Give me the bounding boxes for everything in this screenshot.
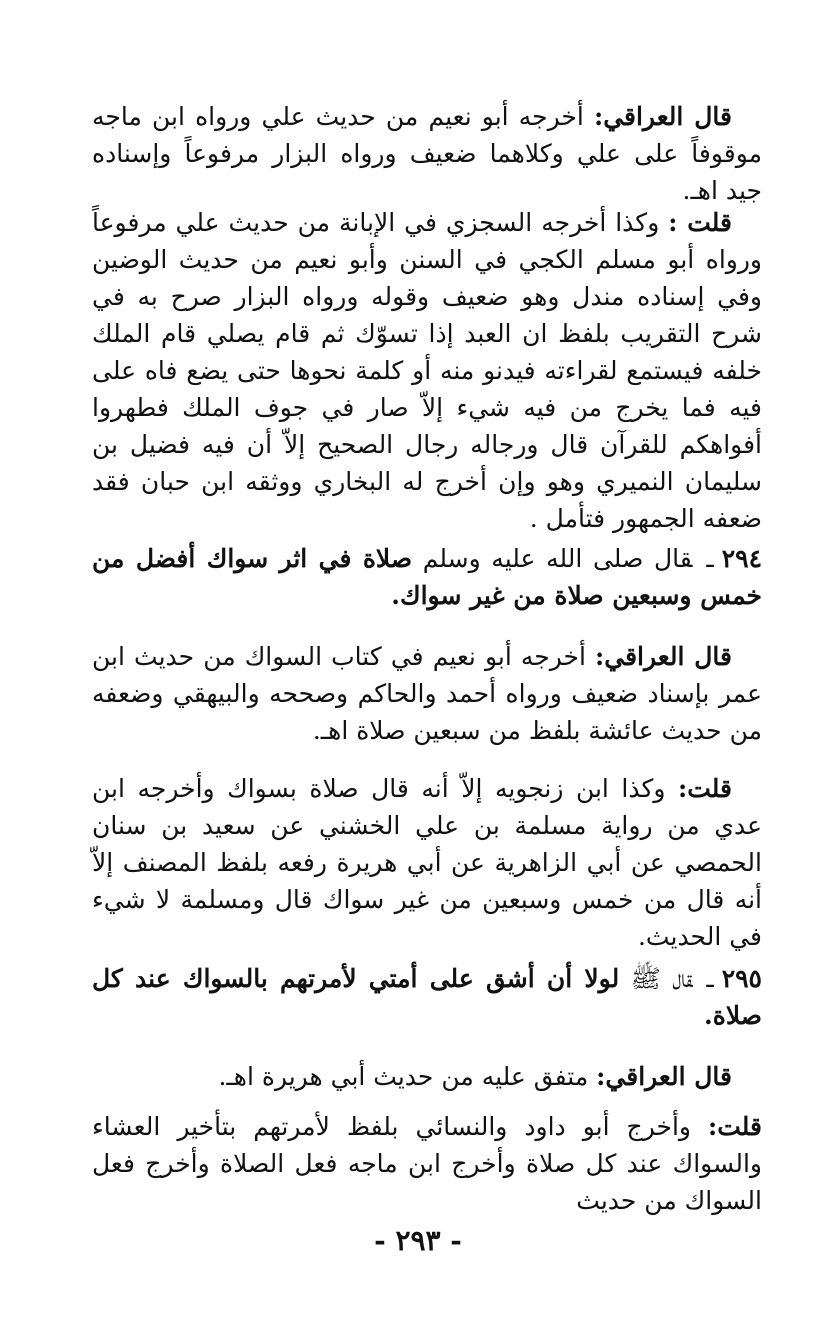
note-label: قال العراقي: bbox=[593, 102, 732, 131]
note-label: قال العراقي: bbox=[596, 1062, 732, 1091]
hadith-294 bbox=[92, 540, 762, 614]
commentary-text: وكذا ابن زنجويه إلاّ أنه قال صلاة بسواك وأخرجه ابن عدي من رواية مسلمة بن علي الخشني عن سعيد بن سنان الحمصي عن أبي الزاهرية عن أبي هريرة رفعه بلفظ المصنف إلاّ أنه قال من خمس وسبعين من غير سواك قال ومسلمة لا شيء في الحديث. bbox=[92, 774, 762, 951]
iraqi-note-3 bbox=[92, 1058, 762, 1095]
hadith-text: لولا أن أشق على أمتي لأمرتهم بالسواك عند كل صلاة. bbox=[92, 964, 762, 1030]
hadith-295 bbox=[92, 960, 762, 1034]
commentary-text: وكذا أخرجه السجزي في الإبانة من حديث علي مرفوعاً ورواه أبو مسلم الكجي في السنن وأبو نعيم من حديث الوضين وفي إسناده مندل وهو ضعيف وقوله ورواه البزار صرح به في شرح التقريب بلفظ ان العبد إذا تسوّك ثم قام يصلي قام الملك خلفه فيستمع لقراءته فيدنو منه أو كلمة نحوها حتى يضع فاه على فيه فما يخرج من فيه شيء إلاّ صار في جوف الملك فطهروا أفواهكم للقرآن قال ورجاله رجال الصحيح إلاّ أن فيه فضيل بن سليمان النميري وهو وإن أخرج له البخاري ووثقه ابن حبان فقد ضعفه الجمهور فتأمل . bbox=[92, 208, 762, 533]
note-label: قال العراقي: bbox=[595, 642, 732, 671]
hadith-number: ٢٩٤ bbox=[721, 544, 763, 573]
commentary-text: وأخرج أبو داود والنسائي بلفظ لأمرتهم بتأخير العشاء والسواك عند كل صلاة وأخرج ابن ماجه فعل الصلاة وأخرج فعل السواك من حديث bbox=[92, 1112, 762, 1215]
iraqi-note-1 bbox=[92, 98, 762, 209]
iraqi-note-2 bbox=[92, 638, 762, 749]
hadith-dash: ـ bbox=[706, 964, 714, 993]
commentary-label: قلت: bbox=[677, 774, 732, 803]
note-text: أخرجه أبو نعيم من حديث علي ورواه ابن ماجه موقوفاً على علي وكلاهما ضعيف ورواه البزار مرفوعاً وإسناده جيد اهـ. bbox=[92, 102, 762, 205]
hadith-number: ٢٩٥ bbox=[721, 964, 762, 993]
page-number: - ٢٩٣ - bbox=[374, 1224, 462, 1257]
commentary-3 bbox=[92, 1108, 762, 1219]
commentary-label: قلت : bbox=[668, 208, 732, 237]
note-text: أخرجه أبو نعيم في كتاب السواك من حديث ابن عمر بإسناد ضعيف ورواه أحمد والحاكم وصححه والبيهقي وضعفه من حديث عائشة بلفظ من سبعين صلاة اهـ. bbox=[92, 642, 762, 745]
hadith-intro: قال صلى الله عليه وسلم bbox=[412, 544, 693, 573]
commentary-1 bbox=[92, 204, 762, 537]
hadith-intro: قال ﷺ bbox=[619, 964, 693, 993]
commentary-label: قلت: bbox=[707, 1112, 762, 1141]
hadith-dash: ـ bbox=[706, 544, 714, 573]
hadith-text: صلاة في اثر سواك أفضل من خمس وسبعين صلاة من غير سواك. bbox=[92, 544, 762, 610]
note-text: متفق عليه من حديث أبي هريرة اهـ. bbox=[218, 1062, 597, 1091]
commentary-2 bbox=[92, 770, 762, 955]
